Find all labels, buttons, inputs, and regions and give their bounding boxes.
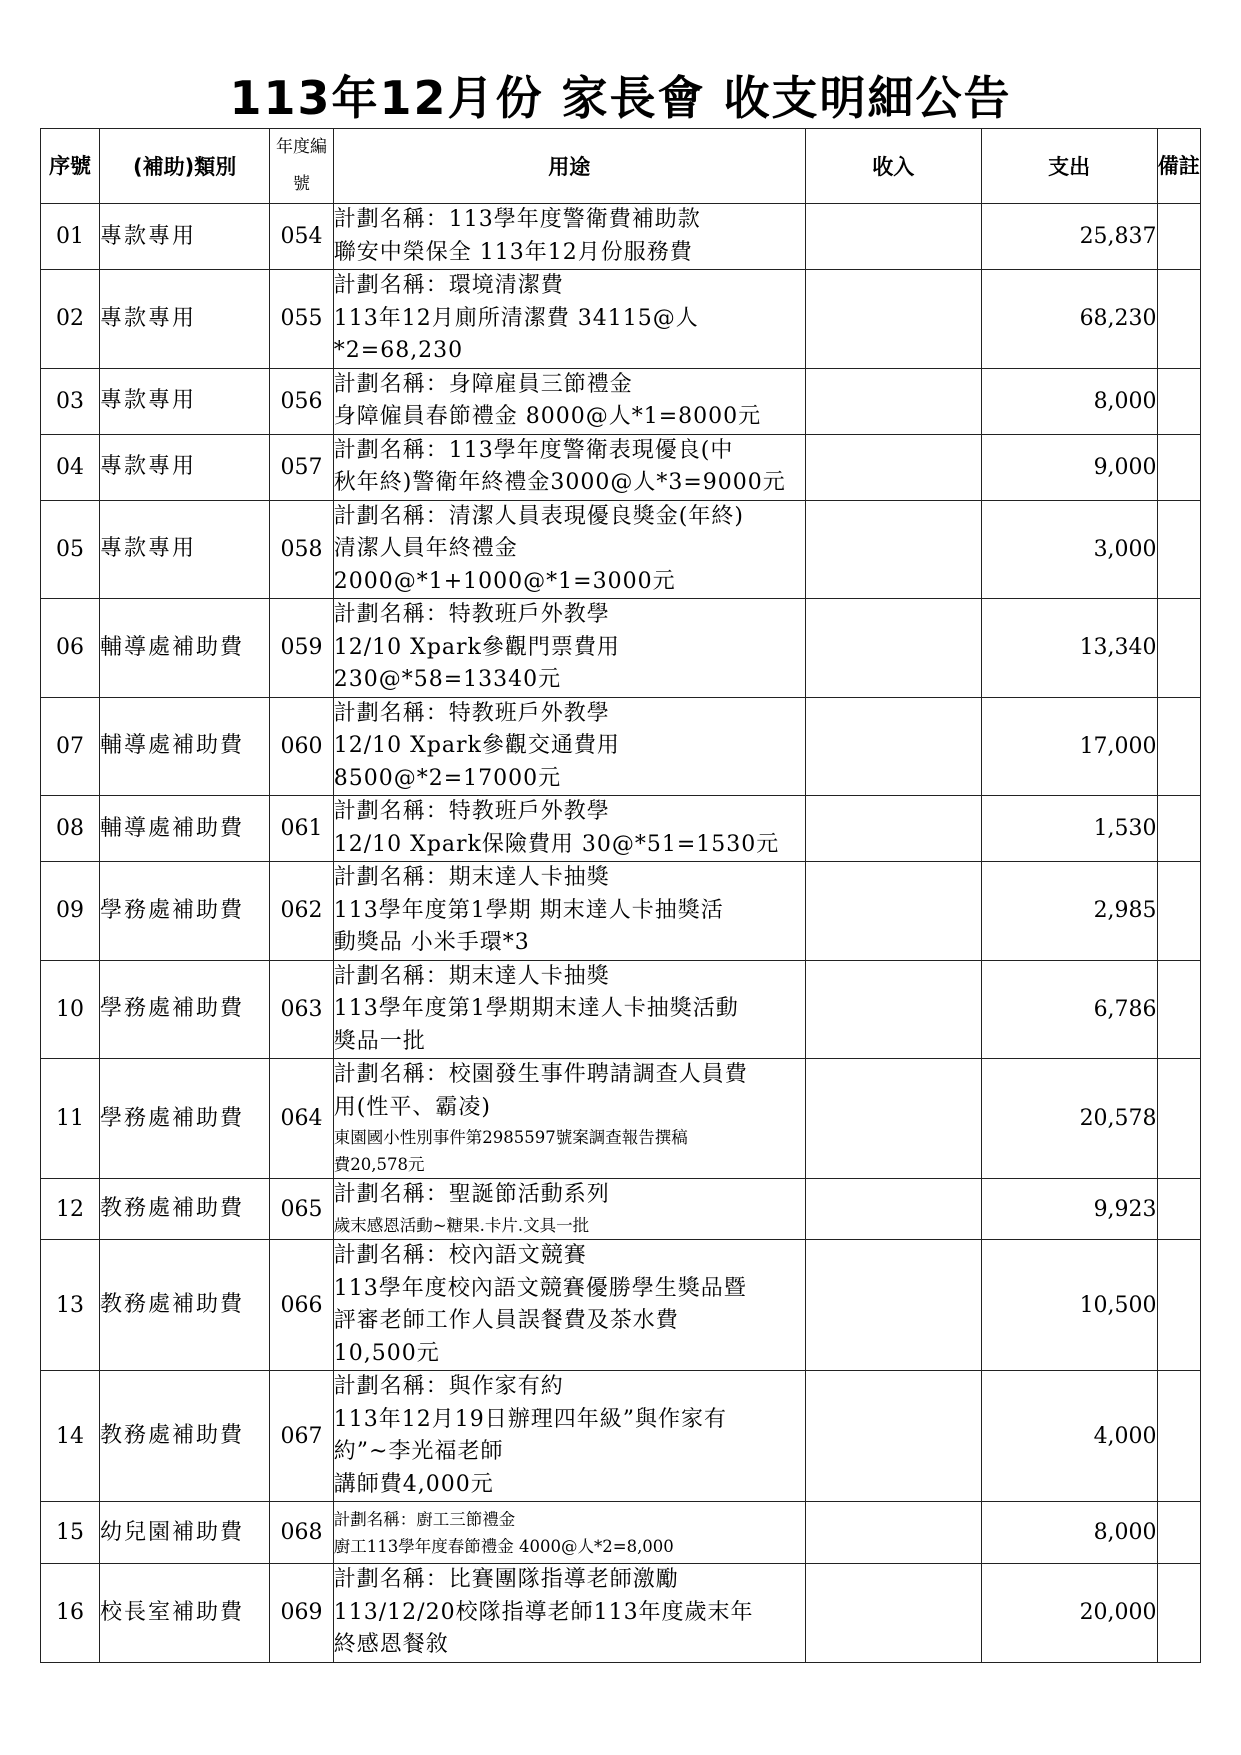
row-expense: 8,000 <box>981 1502 1157 1564</box>
row-purpose <box>333 270 805 369</box>
row-expense: 4,000 <box>981 1371 1157 1502</box>
row-remark <box>1157 434 1200 500</box>
row-purpose <box>333 960 805 1059</box>
row-code: 056 <box>270 368 333 434</box>
purpose-line-small: 歲末感恩活動~糖果.卡片.文具一批 <box>333 1215 590 1235</box>
row-seq: 06 <box>41 599 100 698</box>
purpose-line: 計劃名稱：身障雇員三節禮金 <box>333 371 633 397</box>
row-income <box>805 368 981 434</box>
row-category: 學務處補助費 <box>100 862 270 961</box>
purpose-line: 230@*58=13340元 <box>333 667 562 692</box>
row-category: 專款專用 <box>100 368 270 434</box>
page-title: 113年12月份 家長會 收支明細公告 <box>229 71 1012 125</box>
row-purpose <box>333 1502 805 1564</box>
table-row <box>41 1240 1201 1371</box>
row-income <box>805 434 981 500</box>
purpose-line: 秋年終)警衛年終禮金3000@人*3=9000元 <box>333 470 786 495</box>
row-seq: 04 <box>41 434 100 500</box>
purpose-line: 用(性平、霸凌) <box>333 1094 491 1120</box>
row-expense: 9,000 <box>981 434 1157 500</box>
row-code: 062 <box>270 862 333 961</box>
table-row <box>41 270 1201 369</box>
purpose-line: 12/10 Xpark參觀門票費用 <box>333 634 620 660</box>
purpose-line: 113年12月廁所清潔費 34115@人 <box>333 305 699 331</box>
header-row <box>41 129 1201 204</box>
table-row <box>41 1564 1201 1663</box>
row-purpose <box>333 434 805 500</box>
row-expense: 2,985 <box>981 862 1157 961</box>
purpose-line: 計劃名稱：聖誕節活動系列 <box>333 1182 610 1208</box>
row-category: 教務處補助費 <box>100 1179 270 1240</box>
purpose-line-small: 東園國小性別事件第2985597號案調查報告撰稿 <box>333 1128 688 1147</box>
row-seq: 13 <box>41 1240 100 1371</box>
row-seq: 10 <box>41 960 100 1059</box>
row-seq: 02 <box>41 270 100 369</box>
purpose-line: 計劃名稱：特教班戶外教學 <box>333 602 610 627</box>
row-seq: 03 <box>41 368 100 434</box>
row-expense: 3,000 <box>981 500 1157 599</box>
header-category: (補助)類別 <box>100 129 270 204</box>
row-expense: 17,000 <box>981 697 1157 796</box>
purpose-line: 約”~李光福老師 <box>333 1439 504 1464</box>
table-row <box>41 368 1201 434</box>
row-code: 060 <box>270 697 333 796</box>
purpose-line: 113學年度第1學期 期末達人卡抽獎活 <box>333 897 724 923</box>
row-expense: 9,923 <box>981 1179 1157 1240</box>
purpose-line: 計劃名稱：校園發生事件聘請調查人員費 <box>333 1062 748 1087</box>
row-category: 學務處補助費 <box>100 960 270 1059</box>
row-seq: 12 <box>41 1179 100 1240</box>
purpose-line: 113學年度校內語文競賽優勝學生獎品暨 <box>333 1275 747 1301</box>
row-expense: 10,500 <box>981 1240 1157 1371</box>
row-purpose <box>333 697 805 796</box>
header-seq: 序號 <box>41 129 100 204</box>
row-expense: 25,837 <box>981 204 1157 270</box>
row-code: 055 <box>270 270 333 369</box>
row-category: 教務處補助費 <box>100 1371 270 1502</box>
row-code: 061 <box>270 796 333 862</box>
table-row <box>41 1179 1201 1240</box>
row-code: 064 <box>270 1059 333 1179</box>
row-seq: 14 <box>41 1371 100 1502</box>
purpose-line: 計劃名稱：113學年度警衛費補助款 <box>333 207 701 232</box>
row-remark <box>1157 1059 1200 1179</box>
row-income <box>805 1502 981 1564</box>
purpose-line: 計劃名稱：校內語文競賽 <box>333 1243 587 1268</box>
header-income: 收入 <box>805 129 981 204</box>
row-seq: 11 <box>41 1059 100 1179</box>
row-remark <box>1157 1371 1200 1502</box>
row-remark <box>1157 1564 1200 1663</box>
row-expense: 8,000 <box>981 368 1157 434</box>
header-remark: 備註 <box>1157 129 1200 204</box>
row-category: 專款專用 <box>100 204 270 270</box>
purpose-line: 8500@*2=17000元 <box>333 765 562 791</box>
row-purpose <box>333 1059 805 1179</box>
row-remark <box>1157 599 1200 698</box>
purpose-line: 計劃名稱：特教班戶外教學 <box>333 799 610 824</box>
row-code: 066 <box>270 1240 333 1371</box>
row-code: 063 <box>270 960 333 1059</box>
row-remark <box>1157 697 1200 796</box>
expense-table <box>40 128 1201 1663</box>
table-row <box>41 500 1201 599</box>
row-code: 067 <box>270 1371 333 1502</box>
purpose-line: 動獎品 小米手環*3 <box>333 930 530 955</box>
purpose-line-small: 廚工113學年度春節禮金 4000@人*2=8,000 <box>333 1536 674 1556</box>
table-row <box>41 204 1201 270</box>
row-seq: 16 <box>41 1564 100 1663</box>
row-category: 輔導處補助費 <box>100 697 270 796</box>
row-remark <box>1157 204 1200 270</box>
row-remark <box>1157 862 1200 961</box>
row-code: 059 <box>270 599 333 698</box>
row-purpose <box>333 500 805 599</box>
row-category: 專款專用 <box>100 500 270 599</box>
row-remark <box>1157 500 1200 599</box>
row-seq: 05 <box>41 500 100 599</box>
purpose-line: 12/10 Xpark保險費用 30@*51=1530元 <box>333 831 780 857</box>
purpose-line: 計劃名稱：清潔人員表現優良獎金(年終) <box>333 503 744 529</box>
header-expense: 支出 <box>981 129 1157 204</box>
row-category: 教務處補助費 <box>100 1240 270 1371</box>
purpose-line: 計劃名稱：與作家有約 <box>333 1374 564 1399</box>
row-category: 輔導處補助費 <box>100 796 270 862</box>
row-remark <box>1157 270 1200 369</box>
row-income <box>805 1564 981 1663</box>
row-remark <box>1157 1240 1200 1371</box>
row-income <box>805 862 981 961</box>
row-income <box>805 1179 981 1240</box>
purpose-line: 講師費4,000元 <box>333 1471 494 1497</box>
row-seq: 08 <box>41 796 100 862</box>
row-seq: 01 <box>41 204 100 270</box>
row-remark <box>1157 796 1200 862</box>
row-remark <box>1157 1179 1200 1240</box>
row-purpose <box>333 204 805 270</box>
row-purpose <box>333 1240 805 1371</box>
purpose-line: 身障僱員春節禮金 8000@人*1=8000元 <box>333 404 762 429</box>
row-purpose <box>333 1371 805 1502</box>
table-row <box>41 1059 1201 1179</box>
purpose-line: *2=68,230 <box>333 338 464 363</box>
row-code: 057 <box>270 434 333 500</box>
purpose-line: 計劃名稱：期末達人卡抽獎 <box>333 963 610 989</box>
row-income <box>805 796 981 862</box>
row-category: 校長室補助費 <box>100 1564 270 1663</box>
row-category: 專款專用 <box>100 434 270 500</box>
purpose-line: 113年12月19日辦理四年級”與作家有 <box>333 1406 727 1432</box>
row-purpose <box>333 1179 805 1240</box>
row-category: 輔導處補助費 <box>100 599 270 698</box>
table-row <box>41 434 1201 500</box>
row-income <box>805 697 981 796</box>
row-expense: 13,340 <box>981 599 1157 698</box>
row-category: 學務處補助費 <box>100 1059 270 1179</box>
purpose-line: 計劃名稱：環境清潔費 <box>333 273 564 298</box>
row-expense: 1,530 <box>981 796 1157 862</box>
purpose-line: 10,500元 <box>333 1340 440 1366</box>
purpose-line: 聯安中榮保全 113年12月份服務費 <box>333 239 693 265</box>
row-code: 069 <box>270 1564 333 1663</box>
purpose-line: 2000@*1+1000@*1=3000元 <box>333 568 676 594</box>
row-seq: 15 <box>41 1502 100 1564</box>
table-body <box>41 204 1201 1663</box>
row-code: 068 <box>270 1502 333 1564</box>
table-row <box>41 796 1201 862</box>
purpose-line: 終感恩餐敘 <box>333 1632 449 1657</box>
row-purpose <box>333 599 805 698</box>
purpose-line: 113/12/20校隊指導老師113年度歲末年 <box>333 1599 754 1625</box>
table-row <box>41 1371 1201 1502</box>
row-income <box>805 500 981 599</box>
table-row <box>41 1502 1201 1564</box>
row-purpose <box>333 796 805 862</box>
row-income <box>805 599 981 698</box>
purpose-line: 評審老師工作人員誤餐費及茶水費 <box>333 1308 679 1333</box>
row-seq: 07 <box>41 697 100 796</box>
row-seq: 09 <box>41 862 100 961</box>
row-remark <box>1157 960 1200 1059</box>
row-remark <box>1157 1502 1200 1564</box>
header-code: 年度編號 <box>270 129 333 204</box>
row-income <box>805 1371 981 1502</box>
row-income <box>805 1240 981 1371</box>
purpose-line: 獎品一批 <box>333 1028 426 1054</box>
purpose-line: 計劃名稱：比賽團隊指導老師激勵 <box>333 1567 679 1592</box>
row-category: 專款專用 <box>100 270 270 369</box>
row-purpose <box>333 1564 805 1663</box>
row-expense: 20,000 <box>981 1564 1157 1663</box>
purpose-line: 113學年度第1學期期末達人卡抽獎活動 <box>333 996 739 1021</box>
row-income <box>805 270 981 369</box>
row-purpose <box>333 368 805 434</box>
purpose-line: 計劃名稱：期末達人卡抽獎 <box>333 865 610 890</box>
row-expense: 68,230 <box>981 270 1157 369</box>
table-row <box>41 697 1201 796</box>
purpose-line-small: 費20,578元 <box>333 1155 425 1174</box>
purpose-line-small: 計劃名稱：廚工三節禮金 <box>333 1509 516 1529</box>
row-code: 058 <box>270 500 333 599</box>
row-expense: 20,578 <box>981 1059 1157 1179</box>
row-purpose <box>333 862 805 961</box>
row-expense: 6,786 <box>981 960 1157 1059</box>
table-row <box>41 599 1201 698</box>
row-code: 054 <box>270 204 333 270</box>
row-income <box>805 1059 981 1179</box>
table-row <box>41 862 1201 961</box>
row-income <box>805 204 981 270</box>
row-code: 065 <box>270 1179 333 1240</box>
row-income <box>805 960 981 1059</box>
purpose-line: 12/10 Xpark參觀交通費用 <box>333 733 620 758</box>
purpose-line: 清潔人員年終禮金 <box>333 536 518 561</box>
purpose-line: 計劃名稱：113學年度警衛表現優良(中 <box>333 437 734 463</box>
row-category: 幼兒園補助費 <box>100 1502 270 1564</box>
row-remark <box>1157 368 1200 434</box>
purpose-line: 計劃名稱：特教班戶外教學 <box>333 700 610 726</box>
table-row <box>41 960 1201 1059</box>
header-purpose: 用途 <box>333 129 805 204</box>
